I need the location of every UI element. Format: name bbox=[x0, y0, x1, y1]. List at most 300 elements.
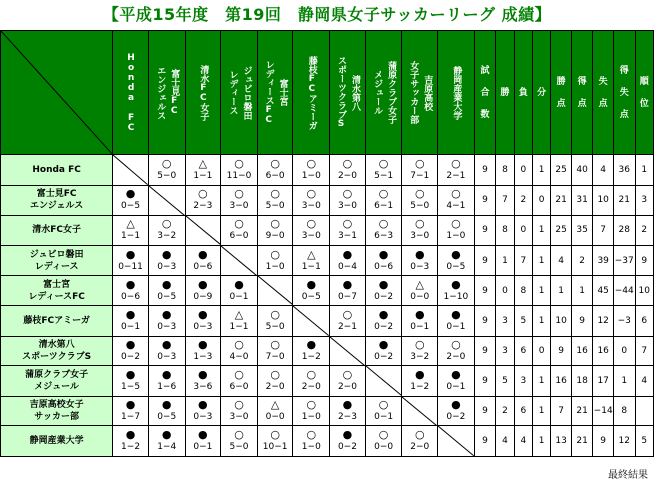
stat-games: 9 bbox=[474, 336, 496, 366]
result-mark: ○ bbox=[234, 217, 244, 231]
stat-gd: 1 bbox=[613, 366, 635, 397]
result-mark: ○ bbox=[451, 156, 461, 170]
match-result-cell bbox=[365, 336, 402, 366]
result-mark: ● bbox=[125, 428, 136, 442]
match-score: 0−3 bbox=[193, 321, 213, 332]
match-result-cell bbox=[293, 245, 330, 276]
match-result-cell bbox=[293, 366, 330, 397]
stat-losses: 8 bbox=[514, 276, 532, 306]
stat-games: 9 bbox=[474, 276, 496, 306]
match-score: 6−0 bbox=[265, 170, 285, 181]
match-score: 5−0 bbox=[157, 170, 177, 181]
result-mark: ○ bbox=[342, 187, 353, 201]
page-title: 【平成15年度 第19回 静岡県女子サッカーリーグ 成績】 bbox=[102, 5, 552, 24]
match-result-cell bbox=[185, 245, 221, 276]
match-score: 2−1 bbox=[446, 170, 466, 181]
row-header-label: 藤枝FCアミーガ bbox=[23, 315, 90, 326]
result-mark: ○ bbox=[342, 307, 353, 321]
match-result-cell bbox=[438, 245, 475, 276]
result-mark: ○ bbox=[378, 217, 389, 231]
stat-gf: 16 bbox=[571, 336, 593, 366]
match-score: 0−1 bbox=[446, 321, 466, 332]
result-mark: ● bbox=[125, 247, 136, 261]
match-result-cell bbox=[221, 216, 258, 246]
row-header-label: 蒲原クラブ女子 bbox=[25, 369, 89, 380]
match-score: 0−2 bbox=[374, 351, 394, 362]
row-header-label: スポーツクラブS bbox=[22, 351, 92, 362]
self-match-cell bbox=[185, 216, 221, 246]
result-mark: ○ bbox=[306, 397, 317, 411]
match-score: 2−0 bbox=[265, 381, 285, 392]
result-mark: ● bbox=[161, 337, 172, 351]
match-score: 0−0 bbox=[410, 291, 430, 302]
match-result-cell bbox=[257, 155, 293, 186]
match-score: 0−6 bbox=[193, 261, 213, 272]
match-result-cell bbox=[148, 245, 185, 276]
match-score: 6−1 bbox=[374, 201, 394, 212]
match-result-cell bbox=[293, 276, 330, 306]
match-score: 1−0 bbox=[301, 411, 321, 422]
match-result-cell bbox=[330, 185, 366, 216]
column-header-label: 蒲原クラブ女子 bbox=[386, 61, 397, 124]
match-result-cell bbox=[293, 396, 330, 426]
stat-header-ga bbox=[593, 31, 614, 155]
match-result-cell bbox=[365, 396, 402, 426]
match-score: 0−4 bbox=[337, 261, 357, 272]
result-mark: ● bbox=[125, 367, 136, 381]
match-score: 1−0 bbox=[265, 261, 285, 272]
result-mark: ● bbox=[342, 397, 353, 411]
match-score: 3−1 bbox=[337, 231, 357, 242]
result-mark: ● bbox=[451, 367, 461, 381]
result-mark: ○ bbox=[270, 428, 280, 442]
result-mark: ● bbox=[414, 307, 425, 321]
match-score: 0−3 bbox=[157, 351, 177, 362]
match-result-cell bbox=[257, 245, 293, 276]
match-result-cell bbox=[402, 426, 438, 457]
stat-points: 25 bbox=[551, 155, 572, 186]
column-header-team bbox=[148, 31, 185, 155]
table-row bbox=[1, 155, 654, 186]
stat-points: 4 bbox=[551, 245, 572, 276]
match-score: 9−0 bbox=[265, 231, 285, 242]
match-score: 5−0 bbox=[265, 321, 285, 332]
column-header-team bbox=[221, 31, 258, 155]
match-score: 1−1 bbox=[301, 261, 321, 272]
result-mark: ○ bbox=[306, 156, 317, 170]
result-mark: ● bbox=[378, 337, 389, 351]
result-mark: ○ bbox=[270, 247, 280, 261]
column-header-label: 吉原高校 bbox=[422, 74, 433, 111]
result-mark: ○ bbox=[342, 217, 353, 231]
row-header-label: 静岡産業大学 bbox=[29, 436, 84, 447]
column-header-team bbox=[257, 31, 293, 155]
stat-points: 1 bbox=[551, 276, 572, 306]
result-mark: ○ bbox=[306, 217, 317, 231]
match-score: 0−1 bbox=[229, 291, 249, 302]
match-score: 1−2 bbox=[121, 442, 141, 453]
result-mark: ○ bbox=[342, 367, 353, 381]
result-mark: △ bbox=[198, 156, 208, 170]
result-mark: ○ bbox=[161, 156, 172, 170]
match-result-cell bbox=[330, 305, 366, 336]
match-result-cell bbox=[438, 216, 475, 246]
result-mark: △ bbox=[234, 307, 244, 321]
result-mark: ○ bbox=[270, 187, 280, 201]
stat-gf: 2 bbox=[571, 245, 593, 276]
column-header-label: 清水FC女子 bbox=[198, 64, 209, 121]
match-score: 1−1 bbox=[229, 321, 249, 332]
result-mark: ○ bbox=[451, 337, 461, 351]
match-result-cell bbox=[148, 426, 185, 457]
result-mark: ○ bbox=[306, 367, 317, 381]
result-mark: ● bbox=[125, 337, 136, 351]
column-header-team bbox=[365, 31, 402, 155]
column-header-label: 富士宮 bbox=[277, 79, 288, 106]
result-mark: ○ bbox=[234, 337, 244, 351]
result-mark: ● bbox=[125, 277, 136, 291]
result-mark: ○ bbox=[378, 156, 389, 170]
result-mark: ● bbox=[378, 307, 389, 321]
match-result-cell bbox=[113, 396, 149, 426]
match-result-cell bbox=[113, 336, 149, 366]
match-result-cell bbox=[330, 396, 366, 426]
stat-header-losses bbox=[514, 31, 532, 155]
match-result-cell bbox=[148, 305, 185, 336]
stat-points: 25 bbox=[551, 216, 572, 246]
stat-gd: 28 bbox=[613, 216, 635, 246]
result-mark: ● bbox=[414, 247, 425, 261]
match-score: 3−2 bbox=[410, 351, 430, 362]
row-header-team bbox=[1, 366, 113, 397]
match-score: 3−0 bbox=[337, 201, 357, 212]
table-row bbox=[1, 276, 654, 306]
match-score: 3−0 bbox=[229, 411, 249, 422]
match-score: 2−0 bbox=[337, 170, 357, 181]
stat-header-gf bbox=[571, 31, 593, 155]
match-score: 0−0 bbox=[265, 411, 285, 422]
match-result-cell bbox=[148, 216, 185, 246]
stat-draws: 0 bbox=[533, 336, 551, 366]
match-result-cell bbox=[438, 396, 475, 426]
match-result-cell bbox=[148, 366, 185, 397]
match-result-cell bbox=[185, 396, 221, 426]
stat-losses: 3 bbox=[514, 366, 532, 397]
column-header-team bbox=[293, 31, 330, 155]
table-row bbox=[1, 426, 654, 457]
match-result-cell bbox=[365, 426, 402, 457]
stat-points: 13 bbox=[551, 426, 572, 457]
column-header-label: 女子サッカー部 bbox=[408, 61, 419, 124]
match-score: 0−0 bbox=[374, 442, 394, 453]
stat-header-char: 点 bbox=[577, 98, 587, 109]
result-mark: ○ bbox=[234, 156, 244, 170]
match-result-cell bbox=[185, 185, 221, 216]
self-match-cell bbox=[365, 366, 402, 397]
result-mark: ● bbox=[451, 307, 461, 321]
match-score: 7−1 bbox=[410, 170, 430, 181]
stat-draws: 0 bbox=[533, 185, 551, 216]
stat-header-char: 合 bbox=[480, 87, 490, 98]
match-result-cell bbox=[113, 276, 149, 306]
result-mark: ○ bbox=[378, 187, 389, 201]
row-header-label: Honda FC bbox=[32, 164, 81, 175]
stat-rank: 6 bbox=[635, 305, 654, 336]
match-result-cell bbox=[257, 185, 293, 216]
stat-header-points bbox=[551, 31, 572, 155]
result-mark: ● bbox=[161, 277, 172, 291]
match-score: 1−7 bbox=[121, 411, 141, 422]
match-result-cell bbox=[330, 366, 366, 397]
match-result-cell bbox=[185, 366, 221, 397]
match-score: 3−0 bbox=[410, 231, 430, 242]
match-score: 0−3 bbox=[193, 411, 213, 422]
result-mark: ● bbox=[198, 337, 208, 351]
result-mark: ○ bbox=[414, 337, 425, 351]
column-header-label: Honda FC bbox=[126, 52, 137, 133]
result-mark: ○ bbox=[414, 428, 425, 442]
row-header-team bbox=[1, 245, 113, 276]
match-score: 1−6 bbox=[157, 381, 177, 392]
match-result-cell bbox=[185, 305, 221, 336]
result-mark: ○ bbox=[270, 367, 280, 381]
stat-games: 9 bbox=[474, 396, 496, 426]
match-result-cell bbox=[438, 155, 475, 186]
stat-draws: 1 bbox=[533, 245, 551, 276]
row-header-label: エンジェルス bbox=[29, 201, 84, 212]
match-score: 0−2 bbox=[374, 291, 394, 302]
match-score: 3−0 bbox=[229, 201, 249, 212]
stat-header-char: 数 bbox=[480, 109, 490, 120]
match-result-cell bbox=[402, 155, 438, 186]
stat-header-char: 勝 bbox=[556, 76, 566, 87]
stat-header-char: 得 bbox=[577, 76, 587, 87]
match-score: 0−1 bbox=[446, 381, 466, 392]
self-match-cell bbox=[257, 276, 293, 306]
stat-gd: −3 bbox=[613, 305, 635, 336]
stat-ga: 39 bbox=[593, 245, 614, 276]
stat-gf: 1 bbox=[571, 276, 593, 306]
match-score: 10−1 bbox=[262, 442, 288, 453]
stat-header-rank bbox=[635, 31, 654, 155]
stat-draws: 1 bbox=[533, 216, 551, 246]
match-result-cell bbox=[257, 305, 293, 336]
match-score: 0−2 bbox=[337, 442, 357, 453]
stat-games: 9 bbox=[474, 426, 496, 457]
stat-losses: 7 bbox=[514, 245, 532, 276]
self-match-cell bbox=[438, 426, 475, 457]
stat-points: 7 bbox=[551, 396, 572, 426]
stat-gf: 21 bbox=[571, 426, 593, 457]
stat-losses: 0 bbox=[514, 216, 532, 246]
result-mark: ○ bbox=[414, 156, 425, 170]
stat-rank: 5 bbox=[635, 426, 654, 457]
result-mark: ● bbox=[451, 277, 461, 291]
match-result-cell bbox=[438, 336, 475, 366]
table-row bbox=[1, 216, 654, 246]
stat-points: 10 bbox=[551, 305, 572, 336]
stat-points: 9 bbox=[551, 336, 572, 366]
stat-ga: 17 bbox=[593, 366, 614, 397]
stat-wins: 8 bbox=[496, 155, 514, 186]
stat-gf: 9 bbox=[571, 305, 593, 336]
stat-header-char: 位 bbox=[639, 98, 649, 109]
result-mark: ● bbox=[198, 428, 208, 442]
match-result-cell bbox=[185, 276, 221, 306]
result-mark: ○ bbox=[306, 428, 317, 442]
stat-losses: 2 bbox=[514, 185, 532, 216]
result-mark: ● bbox=[198, 367, 208, 381]
stat-ga: 4 bbox=[593, 155, 614, 186]
column-header-label: レディースFC bbox=[263, 60, 274, 125]
result-mark: ○ bbox=[378, 428, 389, 442]
match-score: 0−1 bbox=[193, 442, 213, 453]
match-result-cell bbox=[221, 185, 258, 216]
stat-rank: 7 bbox=[635, 336, 654, 366]
result-mark: △ bbox=[270, 397, 280, 411]
self-match-cell bbox=[293, 305, 330, 336]
row-header-team bbox=[1, 305, 113, 336]
match-result-cell bbox=[257, 366, 293, 397]
column-header-label: スポーツクラブS bbox=[335, 56, 346, 129]
match-score: 0−6 bbox=[374, 261, 394, 272]
match-score: 2−0 bbox=[446, 351, 466, 362]
stat-wins: 0 bbox=[496, 276, 514, 306]
result-mark: ○ bbox=[451, 187, 461, 201]
match-score: 1−5 bbox=[121, 381, 141, 392]
match-result-cell bbox=[113, 366, 149, 397]
match-score: 6−0 bbox=[229, 381, 249, 392]
self-match-cell bbox=[113, 155, 149, 186]
result-mark: ● bbox=[161, 247, 172, 261]
stat-header-char: 負 bbox=[518, 87, 528, 98]
result-mark: ○ bbox=[198, 187, 208, 201]
stat-draws: 1 bbox=[533, 305, 551, 336]
match-score: 3−2 bbox=[157, 231, 177, 242]
result-mark: ● bbox=[342, 277, 353, 291]
match-result-cell bbox=[221, 305, 258, 336]
result-mark: ● bbox=[451, 247, 461, 261]
stat-losses: 4 bbox=[514, 426, 532, 457]
match-result-cell bbox=[148, 276, 185, 306]
match-score: 0−3 bbox=[410, 261, 430, 272]
stat-rank bbox=[635, 396, 654, 426]
match-score: 1−2 bbox=[410, 381, 430, 392]
result-mark: ○ bbox=[414, 187, 425, 201]
stat-gd: 12 bbox=[613, 426, 635, 457]
stat-header-char: 失 bbox=[598, 76, 608, 87]
result-mark: ○ bbox=[270, 156, 280, 170]
stat-header-gd bbox=[613, 31, 635, 155]
result-mark: ○ bbox=[161, 217, 172, 231]
row-header-label: サッカー部 bbox=[34, 411, 80, 422]
row-header-label: ジュビロ磐田 bbox=[29, 249, 84, 260]
match-result-cell bbox=[365, 155, 402, 186]
match-score: 1−0 bbox=[301, 442, 321, 453]
self-match-cell bbox=[402, 396, 438, 426]
match-score: 0−5 bbox=[446, 261, 466, 272]
match-score: 6−3 bbox=[374, 231, 394, 242]
match-result-cell bbox=[438, 185, 475, 216]
match-score: 0−3 bbox=[157, 321, 177, 332]
stat-header-char: 点 bbox=[598, 98, 608, 109]
result-mark: ○ bbox=[414, 217, 425, 231]
match-score: 5−1 bbox=[374, 170, 394, 181]
match-score: 0−1 bbox=[410, 321, 430, 332]
match-result-cell bbox=[293, 426, 330, 457]
stat-gf: 31 bbox=[571, 185, 593, 216]
match-score: 1−0 bbox=[446, 231, 466, 242]
match-result-cell bbox=[402, 305, 438, 336]
row-header-team bbox=[1, 155, 113, 186]
stat-losses: 6 bbox=[514, 336, 532, 366]
match-score: 0−2 bbox=[374, 321, 394, 332]
stat-losses: 0 bbox=[514, 155, 532, 186]
match-score: 0−5 bbox=[301, 291, 321, 302]
match-score: 4−1 bbox=[446, 201, 466, 212]
match-score: 1−4 bbox=[157, 442, 177, 453]
stat-rank: 9 bbox=[635, 245, 654, 276]
stat-header-draws bbox=[533, 31, 551, 155]
match-result-cell bbox=[402, 276, 438, 306]
result-mark: ● bbox=[125, 187, 136, 201]
result-mark: ● bbox=[378, 277, 389, 291]
stat-ga: 45 bbox=[593, 276, 614, 306]
row-header-label: 吉原高校女子 bbox=[29, 399, 84, 410]
stat-rank: 10 bbox=[635, 276, 654, 306]
stat-games: 9 bbox=[474, 155, 496, 186]
match-result-cell bbox=[221, 426, 258, 457]
match-result-cell bbox=[402, 336, 438, 366]
row-header-team bbox=[1, 216, 113, 246]
stat-draws: 1 bbox=[533, 276, 551, 306]
result-mark: ● bbox=[414, 367, 425, 381]
match-score: 2−1 bbox=[337, 321, 357, 332]
match-score: 2−0 bbox=[337, 381, 357, 392]
column-header-label: 静岡産業大学 bbox=[451, 65, 462, 120]
match-result-cell bbox=[221, 276, 258, 306]
column-header-label: 清水第八 bbox=[349, 74, 360, 111]
result-mark: ● bbox=[342, 428, 353, 442]
match-result-cell bbox=[221, 155, 258, 186]
match-score: 0−5 bbox=[157, 291, 177, 302]
match-score: 2−3 bbox=[337, 411, 357, 422]
result-mark: ● bbox=[161, 367, 172, 381]
stat-header-wins bbox=[496, 31, 514, 155]
result-mark: ○ bbox=[270, 307, 280, 321]
stat-rank: 3 bbox=[635, 185, 654, 216]
stat-rank: 1 bbox=[635, 155, 654, 186]
match-result-cell bbox=[365, 245, 402, 276]
match-score: 0−7 bbox=[337, 291, 357, 302]
result-mark: ● bbox=[161, 428, 172, 442]
match-result-cell bbox=[113, 185, 149, 216]
match-result-cell bbox=[257, 426, 293, 457]
stat-losses: 6 bbox=[514, 396, 532, 426]
match-score: 0−2 bbox=[446, 411, 466, 422]
row-header-label: 富士見FC bbox=[36, 189, 77, 200]
match-score: 4−0 bbox=[229, 351, 249, 362]
column-header-team bbox=[185, 31, 221, 155]
stat-rank: 2 bbox=[635, 216, 654, 246]
column-header-team bbox=[402, 31, 438, 155]
table-row bbox=[1, 396, 654, 426]
match-score: 1−2 bbox=[301, 351, 321, 362]
footer-note: 最終結果 bbox=[608, 470, 648, 481]
match-score: 2−0 bbox=[301, 381, 321, 392]
match-result-cell bbox=[438, 305, 475, 336]
result-mark: ● bbox=[125, 397, 136, 411]
